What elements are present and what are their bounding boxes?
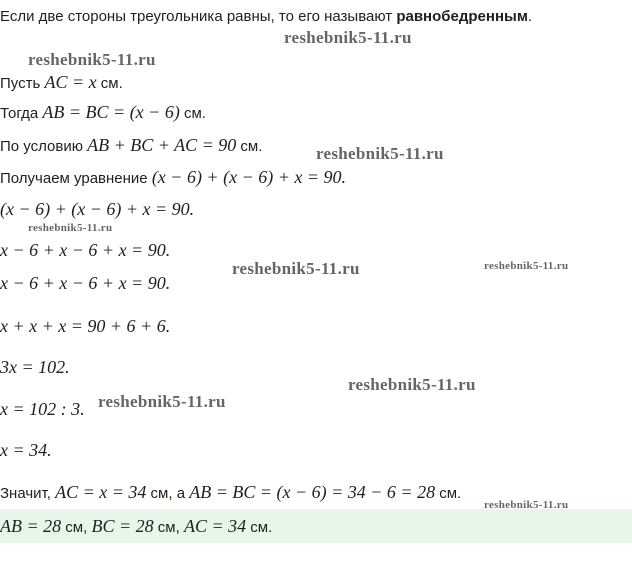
step-condition-prefix: По условию	[0, 138, 88, 155]
step-equation-math: (x − 6) + (x − 6) + x = 90.	[151, 167, 346, 187]
answer-line	[0, 516, 272, 538]
step-then-suffix: см.	[179, 105, 206, 122]
conclusion-text-2: см.	[435, 485, 462, 502]
step-condition-suffix: см.	[236, 138, 263, 155]
conclusion-text-1: см, а	[146, 485, 190, 502]
equation-line: x = 102 : 3.	[0, 399, 85, 419]
intro-text-plain: Если две стороны треугольника равны, то его называют	[0, 8, 397, 25]
answer-text-3: см.	[246, 519, 273, 536]
answer-math-ac: AC = 34	[183, 516, 247, 536]
equation-line: x − 6 + x − 6 + x = 90.	[0, 273, 171, 293]
conclusion	[0, 482, 461, 504]
term-isosceles: равнобедренным	[396, 8, 528, 25]
step-let	[0, 72, 123, 94]
watermark: reshebnik5-11.ru	[28, 222, 113, 234]
watermark: reshebnik5-11.ru	[28, 50, 156, 69]
equation-line: 3x = 102.	[0, 357, 70, 377]
step-then-prefix: Тогда	[0, 105, 43, 122]
answer-math-ab: AB = 28	[0, 516, 62, 536]
watermark: reshebnik5-11.ru	[284, 28, 412, 47]
conclusion-math-ab: AB = BC = (x − 6) = 34 − 6 = 28	[189, 482, 436, 502]
watermark: reshebnik5-11.ru	[232, 259, 360, 278]
step-equation-prefix: Получаем уравнение	[0, 170, 152, 187]
watermark: reshebnik5-11.ru	[484, 499, 569, 511]
step-equation	[0, 167, 346, 189]
step-let-prefix: Пусть	[0, 75, 45, 92]
step-condition	[0, 135, 262, 157]
answer-text-2: см,	[153, 519, 184, 536]
watermark: reshebnik5-11.ru	[348, 375, 476, 394]
step-then	[0, 102, 206, 124]
step-then-math: AB = BC = (x − 6)	[42, 102, 180, 122]
step-condition-math: AB + BC + AC = 90	[87, 135, 237, 155]
step-let-math: AC = x	[44, 72, 97, 92]
conclusion-prefix: Значит,	[0, 485, 56, 502]
step-let-suffix: см.	[96, 75, 123, 92]
answer-math-bc: BC = 28	[91, 516, 154, 536]
watermark: reshebnik5-11.ru	[484, 260, 569, 272]
intro-text	[0, 7, 532, 27]
equation-line: (x − 6) + (x − 6) + x = 90.	[0, 199, 195, 219]
watermark: reshebnik5-11.ru	[316, 144, 444, 163]
equation-line: x + x + x = 90 + 6 + 6.	[0, 316, 171, 336]
conclusion-math-ac: AC = x = 34	[55, 482, 147, 502]
equation-line: x − 6 + x − 6 + x = 90.	[0, 240, 171, 260]
watermark: reshebnik5-11.ru	[98, 392, 226, 411]
equation-line: x = 34.	[0, 440, 52, 460]
intro-period: .	[527, 8, 533, 25]
answer-text-1: см,	[61, 519, 92, 536]
